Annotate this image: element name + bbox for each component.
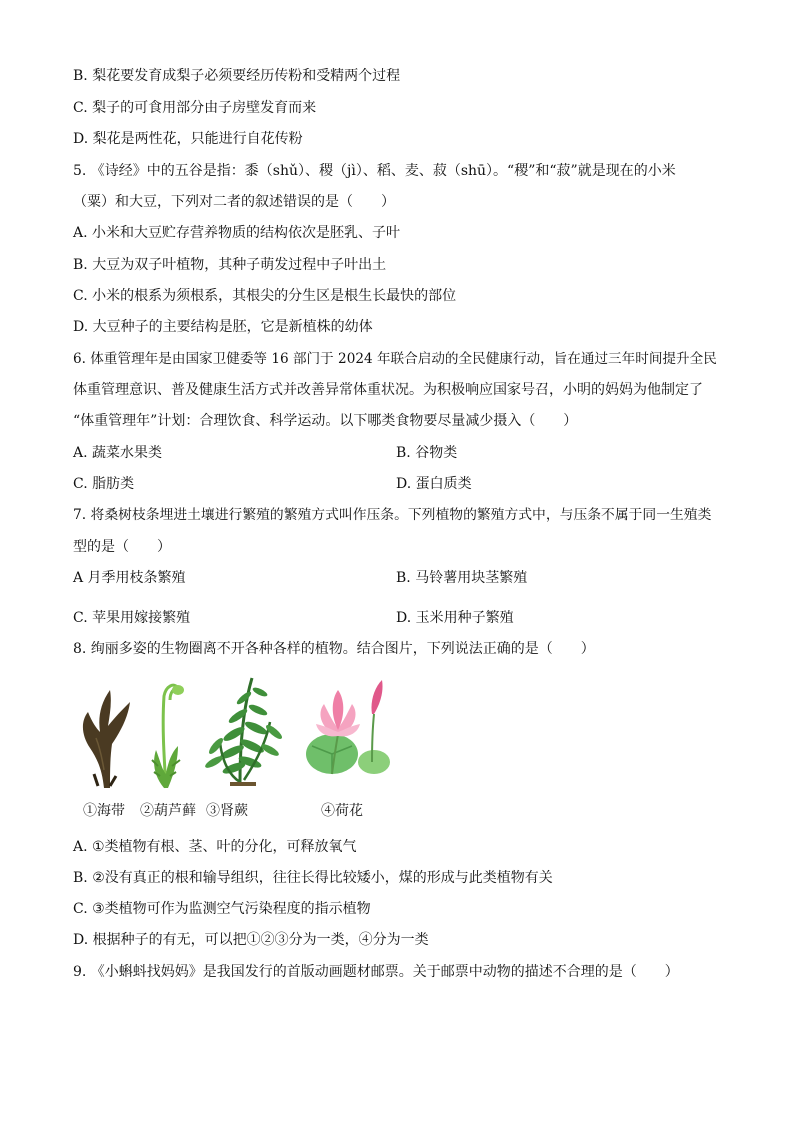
caption-lotus: ④荷花 — [321, 803, 363, 819]
kelp-image — [76, 678, 136, 790]
q8-option-c: C. ③类植物可作为监测空气污染程度的指示植物 — [73, 901, 371, 917]
q5-option-c: C. 小米的根系为须根系，其根尖的分生区是根生长最快的部位 — [73, 288, 457, 304]
q7-option-a: A 月季用枝条繁殖 — [73, 570, 186, 586]
q6-option-c: C. 脂肪类 — [73, 476, 135, 492]
q7-stem-line2: 型的是（ ） — [73, 539, 171, 555]
q7-option-c: C. 苹果用嫁接繁殖 — [73, 610, 191, 626]
q7-stem-line1: 7. 将桑树枝条埋进土壤进行繁殖的繁殖方式叫作压条。下列植物的繁殖方式中，与压条不属于同一生殖类 — [73, 507, 712, 523]
fern-image — [200, 672, 286, 792]
q5-option-a: A. 小米和大豆贮存营养物质的结构依次是胚乳、子叶 — [73, 225, 401, 241]
q4-option-c: C. 梨子的可食用部分由子房壁发育而来 — [73, 100, 317, 116]
q6-stem-line1: 6. 体重管理年是由国家卫健委等 16 部门于 2024 年联合启动的全民健康行动，旨在通过三年时间提升全民 — [73, 351, 717, 367]
lotus-image — [302, 674, 392, 784]
caption-moss: ②葫芦藓 — [140, 803, 196, 819]
caption-kelp: ①海带 — [83, 803, 125, 819]
q8-stem: 8. 绚丽多姿的生物圈离不开各种各样的植物。结合图片，下列说法正确的是（ ） — [73, 641, 595, 657]
q6-option-d: D. 蛋白质类 — [396, 476, 472, 492]
q6-option-b: B. 谷物类 — [396, 445, 458, 461]
q6-option-a: A. 蔬菜水果类 — [73, 445, 163, 461]
q4-option-b: B. 梨花要发育成梨子必须要经历传粉和受精两个过程 — [73, 68, 401, 84]
q7-option-d: D. 玉米用种子繁殖 — [396, 610, 514, 626]
q6-stem-line3: “体重管理年”计划：合理饮食、科学运动。以下哪类食物要尽量减少摄入（ ） — [73, 413, 578, 429]
q7-option-b: B. 马铃薯用块茎繁殖 — [396, 570, 528, 586]
q8-option-b: B. ②没有真正的根和输导组织，往往长得比较矮小，煤的形成与此类植物有关 — [73, 870, 553, 886]
q6-stem-line2: 体重管理意识、普及健康生活方式并改善异常体重状况。为积极响应国家号召，小明的妈妈为他制定了 — [73, 382, 703, 398]
q9-stem: 9. 《小蝌蚪找妈妈》是我国发行的首版动画题材邮票。关于邮票中动物的描述不合理的是（ ） — [73, 964, 679, 980]
q5-stem-line1: 5. 《诗经》中的五谷是指：黍（shǔ）、稷（jì）、稻、麦、菽（shū）。“稷”和“菽”就是现在的小米 — [73, 163, 676, 179]
moss-image — [144, 676, 190, 792]
q5-stem-line2: （粟）和大豆，下列对二者的叙述错误的是（ ） — [73, 194, 395, 210]
q5-option-b: B. 大豆为双子叶植物，其种子萌发过程中子叶出土 — [73, 257, 387, 273]
q8-option-d: D. 根据种子的有无，可以把①②③分为一类，④分为一类 — [73, 932, 429, 948]
q8-option-a: A. ①类植物有根、茎、叶的分化，可释放氧气 — [73, 839, 357, 855]
q4-option-d: D. 梨花是两性花，只能进行自花传粉 — [73, 131, 303, 147]
q5-option-d: D. 大豆种子的主要结构是胚，它是新植株的幼体 — [73, 319, 373, 335]
caption-fern: ③肾蕨 — [206, 803, 248, 819]
